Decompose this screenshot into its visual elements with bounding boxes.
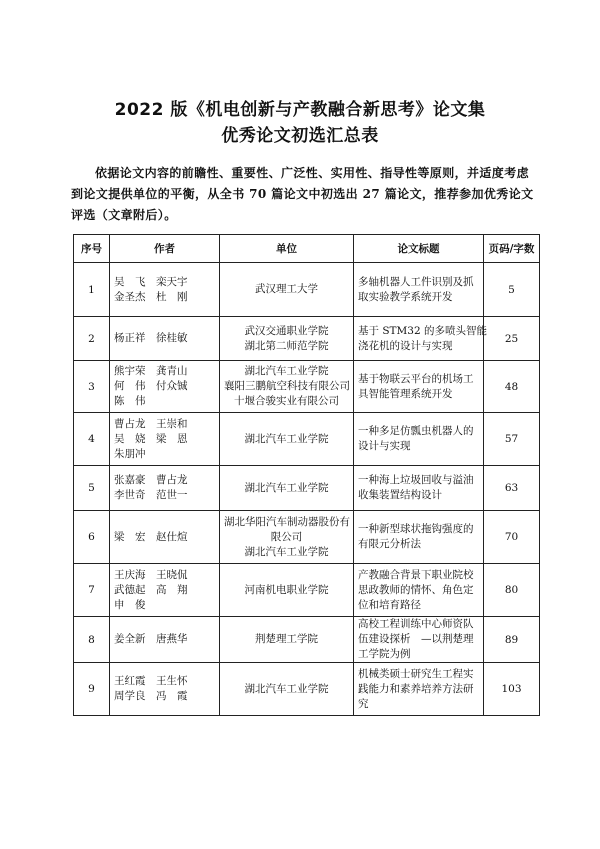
paper-title-cell — [354, 466, 484, 511]
paper-title-line: 产教融合背景下职业院校 — [358, 568, 474, 581]
author-line: 武德起 高 翔 — [114, 583, 188, 596]
paper-title-line: 有限元分析法 — [358, 538, 421, 550]
summary-table — [73, 234, 540, 716]
header-page: 页码/字数 — [484, 235, 540, 263]
paper-title-line: 基于物联云平台的机场工 — [358, 372, 474, 385]
author-line: 吴 飞 栾天宇 — [114, 275, 188, 288]
paper-title-line: 取实验教学系统开发 — [358, 290, 453, 303]
author-cell — [110, 617, 220, 663]
paper-title-line: 践能力和素养培养方法研 — [358, 682, 474, 695]
unit-cell — [220, 511, 354, 564]
paper-title-cell — [354, 361, 484, 413]
row-number: 7 — [74, 564, 110, 617]
author-line: 王庆海 王晓侃 — [114, 568, 188, 581]
table-row — [74, 263, 540, 317]
unit-line: 河南机电职业学院 — [244, 583, 329, 596]
unit-cell — [220, 617, 354, 663]
unit-line: 荆楚理工学院 — [255, 633, 318, 645]
author-line: 姜全新 唐燕华 — [114, 633, 188, 645]
table-body — [74, 263, 540, 716]
unit-cell — [220, 413, 354, 466]
author-line: 金圣杰 杜 刚 — [114, 290, 188, 303]
paper-title-cell — [354, 511, 484, 564]
author-cell — [110, 317, 220, 361]
page-cell: 48 — [484, 361, 540, 413]
paper-title-line: 一种新型球状拖钩强度的 — [358, 523, 474, 535]
page-cell: 70 — [484, 511, 540, 564]
author-line: 朱朋冲 — [114, 447, 146, 460]
row-number: 9 — [74, 663, 110, 716]
unit-cell — [220, 663, 354, 716]
paper-title-line: 收集装置结构设计 — [358, 489, 442, 501]
document-title: 2022 版《机电创新与产教融合新思考》论文集 — [114, 100, 486, 120]
unit-cell — [220, 466, 354, 511]
paper-title-line: 一种多足仿瓢虫机器人的 — [358, 425, 474, 437]
paper-title-line: 一种海上垃圾回收与溢油 — [358, 474, 474, 486]
header-no: 序号 — [74, 235, 110, 263]
table-row — [74, 617, 540, 663]
paper-title-cell — [354, 564, 484, 617]
author-line: 何 伟 付众铖 — [114, 380, 188, 392]
row-number: 1 — [74, 263, 110, 317]
paper-title-line: 高校工程训练中心师资队 — [358, 618, 474, 630]
intro-text: 依据论文内容的前瞻性、重要性、广泛性、实用性、指导性等原则，并适度考虑到论文提供单位的平衡，从全书 70 篇论文中初选出 27 篇论文，推荐参加优秀论文评选（文章附后）。 — [71, 166, 534, 222]
document-subtitle: 优秀论文初选汇总表 — [221, 126, 379, 146]
page-cell: 89 — [484, 617, 540, 663]
author-line: 梁 宏 赵仕煊 — [114, 530, 188, 543]
paper-title-line: 思政教师的情怀、角色定 — [358, 583, 474, 596]
table-row — [74, 663, 540, 716]
header-title: 论文标题 — [354, 235, 484, 263]
unit-line: 襄阳三鹏航空科技有限公司 — [224, 380, 350, 392]
paper-title-line: 浇花机的设计与实现 — [358, 339, 453, 352]
page-cell: 80 — [484, 564, 540, 617]
paper-title-cell — [354, 413, 484, 466]
author-cell — [110, 263, 220, 317]
paper-title-line: 位和培育路径 — [358, 598, 421, 611]
row-number: 5 — [74, 466, 110, 511]
table-row — [74, 564, 540, 617]
header-unit: 单位 — [220, 235, 354, 263]
header-authors: 作者 — [110, 235, 220, 263]
author-line: 张嘉豪 曹占龙 — [114, 474, 188, 486]
row-number: 4 — [74, 413, 110, 466]
unit-cell — [220, 317, 354, 361]
author-line: 熊宇荣 龚青山 — [114, 365, 188, 377]
paper-title-line: 具智能管理系统开发 — [358, 387, 453, 400]
paper-title-line: 伍建设探析 —以荆楚理 — [358, 633, 474, 645]
paper-title-cell — [354, 617, 484, 663]
table-header-row — [74, 235, 540, 263]
intro-paragraph — [71, 163, 541, 226]
paper-title-line: 究 — [358, 697, 369, 710]
paper-title-cell — [354, 317, 487, 361]
unit-cell — [220, 564, 354, 617]
paper-title-cell — [354, 263, 484, 317]
paper-title-line: 机械类硕士研究生工程实 — [358, 667, 474, 680]
page-cell: 25 — [484, 317, 540, 361]
author-line: 曹占龙 王崇和 — [114, 417, 188, 430]
author-cell — [110, 663, 220, 716]
unit-line: 湖北汽车工业学院 — [244, 682, 329, 695]
row-number: 2 — [74, 317, 110, 361]
unit-cell — [220, 361, 354, 413]
unit-line: 湖北汽车工业学院 — [244, 481, 329, 494]
page-cell: 63 — [484, 466, 540, 511]
table-row — [74, 511, 540, 564]
author-line: 周学良 冯 霞 — [114, 690, 188, 702]
row-number: 8 — [74, 617, 110, 663]
page-cell: 103 — [484, 663, 540, 716]
author-line: 吴 娆 梁 恩 — [114, 432, 188, 445]
paper-title-line: 设计与实现 — [358, 440, 411, 452]
table-row — [74, 361, 540, 413]
author-cell — [110, 564, 220, 617]
unit-line: 湖北汽车工业学院 — [244, 432, 329, 445]
unit-line: 武汉交通职业学院 — [244, 324, 329, 337]
paper-title-cell — [354, 663, 484, 716]
table-row — [74, 317, 540, 361]
author-cell — [110, 413, 220, 466]
table-row — [74, 466, 540, 511]
unit-line: 限公司 — [270, 530, 303, 543]
author-line: 申 俊 — [114, 598, 146, 611]
author-line: 李世奇 范世一 — [114, 489, 188, 501]
row-number: 6 — [74, 511, 110, 564]
author-cell — [110, 361, 220, 413]
paper-title-line: 基于 STM32 的多喷头智能 — [358, 324, 487, 337]
unit-line: 湖北汽车工业学院 — [244, 365, 329, 377]
unit-line: 武汉理工大学 — [255, 283, 318, 295]
author-cell — [110, 511, 220, 564]
unit-line: 湖北汽车工业学院 — [244, 545, 329, 558]
author-cell — [110, 466, 220, 511]
unit-line: 湖北第二师范学院 — [244, 339, 329, 352]
unit-cell — [220, 263, 354, 317]
table-row — [74, 413, 540, 466]
page-cell: 57 — [484, 413, 540, 466]
unit-line: 十堰合骏实业有限公司 — [234, 395, 339, 407]
author-line: 杨正祥 徐桂敏 — [114, 332, 188, 344]
page-cell: 5 — [484, 263, 540, 317]
author-line: 陈 伟 — [114, 395, 146, 407]
paper-title-line: 多轴机器人工件识别及抓 — [358, 275, 474, 288]
author-line: 王红霞 王生怀 — [114, 675, 188, 687]
unit-line: 湖北华阳汽车制动器股份有 — [224, 515, 350, 528]
row-number: 3 — [74, 361, 110, 413]
paper-title-line: 工学院为例 — [358, 648, 411, 660]
